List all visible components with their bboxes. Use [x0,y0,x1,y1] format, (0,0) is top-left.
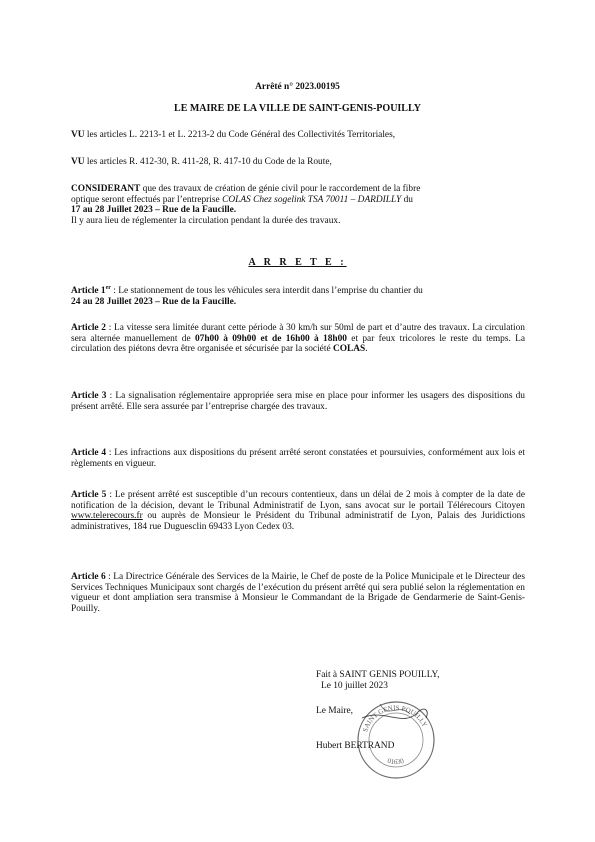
article-1: Article 1er : Le stationnement de tous les véhicules sera interdit dans l’emprise du chantier du 24 au 28 Juillet 2023 – Rue de la Faucille. [71,285,423,307]
considerant-paragraph: CONSIDERANT que des travaux de création de génie civil pour le raccordement de la fibre optique seront effectués par l’entreprise COLAS Chez sogelink TSA 70011 – DARDILLY du 17 au 28 Juillet 2023 – Rue de la Faucille. Il y aura lieu de réglementer la circulation pendant la durée des travaux. [71,184,421,226]
article-3: Article 3 : La signalisation réglementaire appropriée sera mise en place pour informer les usagers des dispositions du présent arrêté. Elle sera assurée par l’entreprise chargée des travaux. [71,391,525,412]
article-6: Article 6 : La Directrice Générale des Services de la Mairie, le Chef de poste de la Police Municipale et le Directeur des Services Techniques Municipaux sont chargés de l’exécution du présent arrêté qui sera publié selon la réglementation en vigueur et dont ampliation sera transmise à Monsieur le Commandant de la Brigade de Gendarmerie de Saint-Genis-Pouilly. [71,572,525,614]
stamp-text-bottom: 01630 [386,756,405,767]
vu-text: les articles R. 412-30, R. 411-28, R. 417-10 du Code de la Route, [84,157,332,167]
article-4: Article 4 : Les infractions aux dispositions du présent arrêté seront constatées et poursuivies, conformément aux lois et règlements en vigueur. [71,448,525,469]
parking-dates: 24 au 28 Juillet 2023 – Rue de la Faucille. [71,296,237,307]
signature-date: Le 10 juillet 2023 [321,681,388,691]
svg-text:01630 [386,757,405,766]
article-2: Article 2 : La vitesse sera limitée durant cette période à 30 km/h sur 50ml de part et d’autre des travaux. La circulation sera alternée manuellement de 07h00 à 09h00 et de 16h00 à 18h00 et par feux tricolores le reste du temps. La circulation des piétons devra être organisée et sécurisée par la société COLAS. [71,323,526,355]
signature-role: Le Maire, [316,706,353,716]
article-label: Article 5 [71,490,107,500]
stamp-text-top: SAINT GENIS POUILLY [361,703,429,734]
signature-place: Fait à SAINT GENIS POUILLY, [316,670,440,680]
telerecours-link[interactable]: www.telerecours.fr [71,511,143,522]
article-label: Article 3 [71,391,107,401]
article-label: Article 2 [71,323,106,333]
arrete-number: Arrêté n° 2023.00195 [255,82,340,92]
company-name: COLAS [332,344,366,355]
article-5: Article 5 : Le présent arrêté est susceptible d’un recours contentieux, dans un délai de 2 mois à compter de la date de notification de la décision, devant le Tribunal Administratif de Lyon, sans avocat sur le portail Télérecours Citoyen www.telerecours.fr ou auprès de Monsieur le Président du Tribunal administratif de Lyon, Palais des Juridictions administratives, 184 rue Duguesclin 69433 Lyon Cedex 03. [71,490,525,532]
works-dates: 17 au 28 Juillet 2023 – Rue de la Faucille. [71,205,237,216]
arrete-heading: A R R E T E : [248,257,347,268]
vu-label: VU [71,130,85,140]
considerant-label: CONSIDERANT [71,184,141,194]
vu-paragraph-1 [71,130,525,141]
mayor-stamp [354,698,438,782]
vu-text: les articles L. 2213-1 et L. 2213-2 du Code Général des Collectivités Territoriales, [84,130,396,140]
article-label: Article 6 [71,572,106,582]
article-label: Article 4 [71,448,107,458]
article-label: Article 1er [71,285,111,297]
maire-title: LE MAIRE DE LA VILLE DE SAINT-GENIS-POUILLY [174,103,421,114]
company-address: Chez sogelink TSA 70011 – DARDILLY [250,194,402,205]
vu-paragraph-2 [71,157,525,168]
vu-label: VU [71,157,85,167]
traffic-hours: 07h00 à 09h00 et de 16h00 à 18h00 [194,333,347,344]
signature-name: Hubert BERTRAND [316,741,395,751]
company-name: COLAS [222,194,251,205]
